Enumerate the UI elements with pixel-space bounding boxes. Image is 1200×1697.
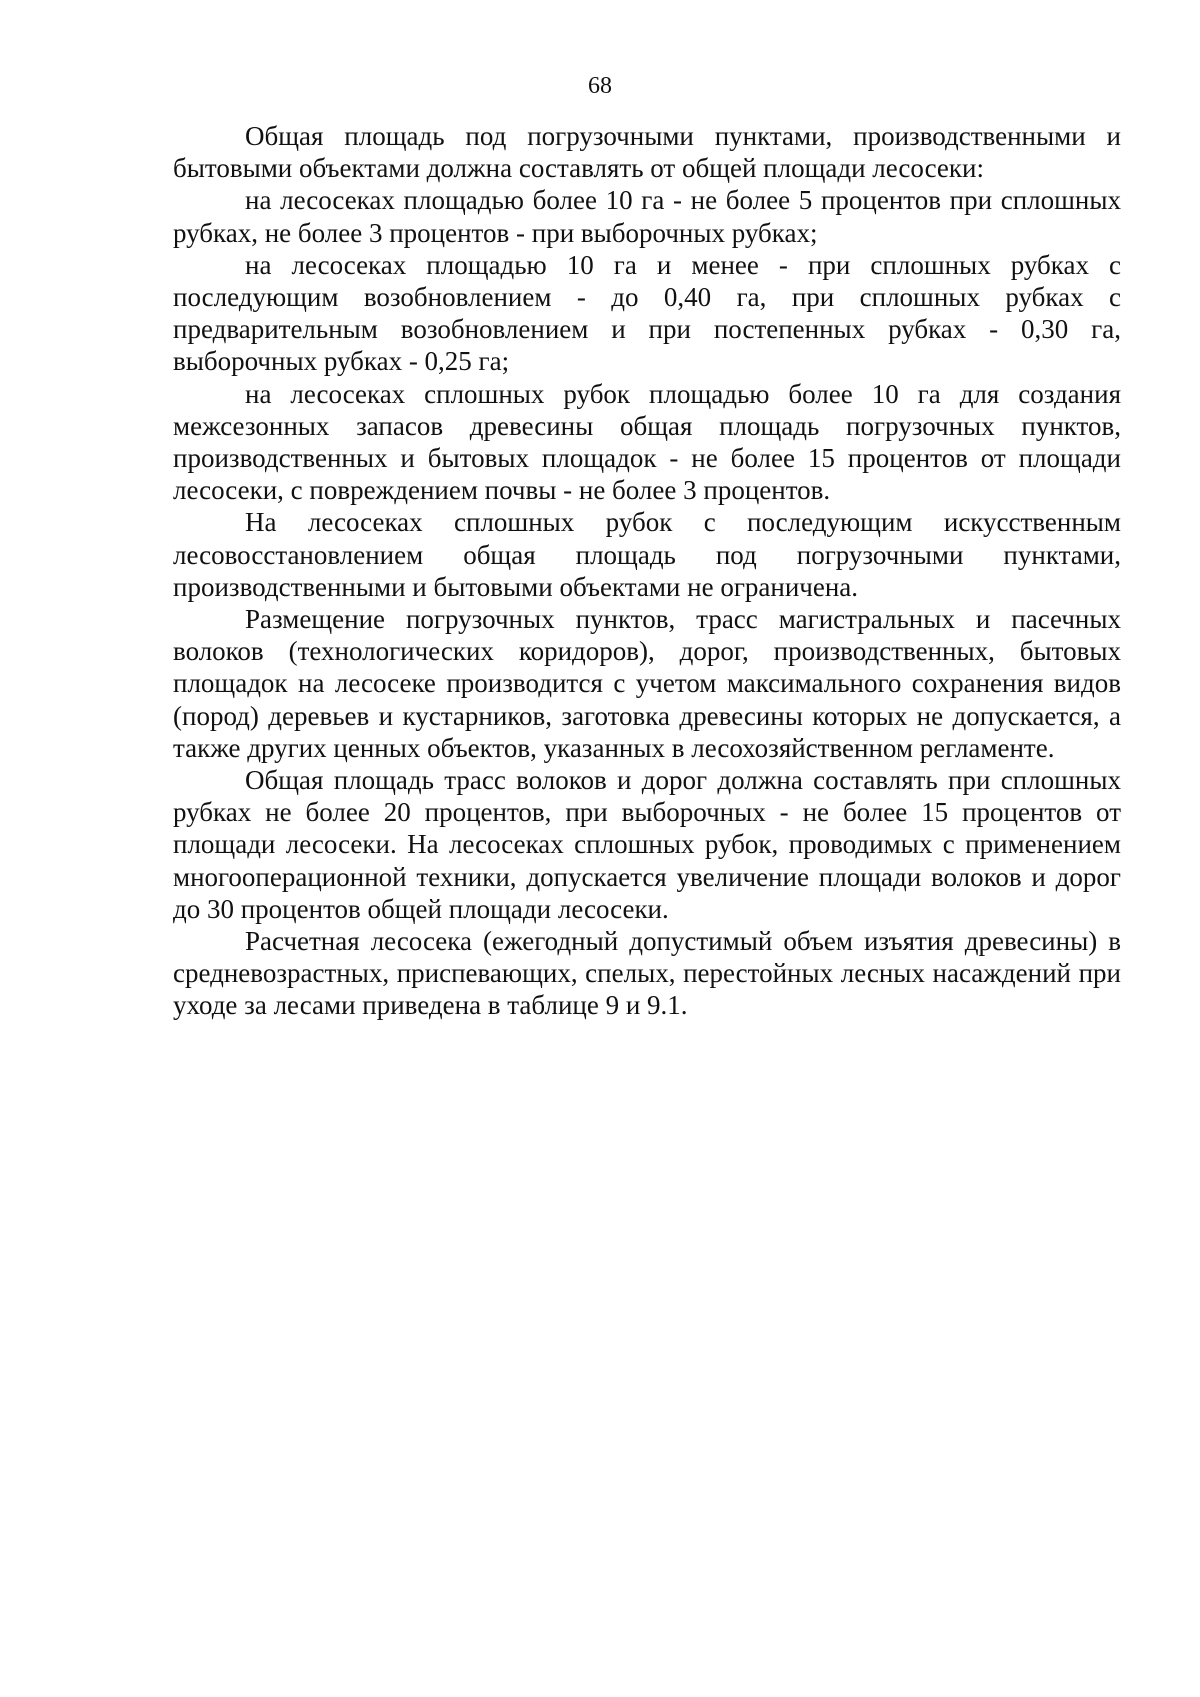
paragraph-offseason-reserves: на лесосеках сплошных рубок площадью более 10 га для создания межсезонных запасов древесины общая площадь погрузочных пунктов, производственных и бытовых площадок - не более 15 процентов от площади лесосеки, с повреждением почвы - не более 3 процентов.	[173, 378, 1121, 506]
document-body	[173, 120, 1121, 1022]
paragraph-skid-trails-roads: Общая площадь трасс волоков и дорог должна составлять при сплошных рубках не более 20 процентов, при выборочных - не более 15 процентов от площади лесосеки. На лесосеках сплошных рубок, проводимых с применением многооперационной техники, допускается увеличение площади волоков и дорог до 30 процентов общей площади лесосеки.	[173, 765, 1121, 924]
paragraph-artificial-reforestation: На лесосеках сплошных рубок с последующим искусственным лесовосстановлением общая площадь под погрузочными пунктами, производственными и бытовыми объектами не ограничена.	[173, 507, 1121, 602]
paragraph-area-over-10-ha: на лесосеках площадью более 10 га - не более 5 процентов при сплошных рубках, не более 3 процентов - при выборочных рубках;	[173, 185, 1121, 248]
paragraph-allowable-cut: Расчетная лесосека (ежегодный допустимый объем изъятия древесины) в средневозрастных, приспевающих, спелых, перестойных лесных насаждений при уходе за лесами приведена в таблице 9 и 9.1.	[173, 926, 1121, 1021]
page-number: 68	[588, 73, 612, 99]
paragraph-placement-rules: Размещение погрузочных пунктов, трасс магистральных и пасечных волоков (технологических коридоров), дорог, производственных, бытовых площадок на лесосеке производится с учетом максимального сохранения видов (пород) деревьев и кустарников, заготовка древесины которых не допускается, а также других ценных объектов, указанных в лесохозяйственном регламенте.	[173, 604, 1121, 763]
paragraph-total-area: Общая площадь под погрузочными пунктами, производственными и бытовыми объектами должна составлять от общей площади лесосеки:	[173, 121, 1121, 184]
paragraph-area-10-ha-or-less: на лесосеках площадью 10 га и менее - при сплошных рубках с последующим возобновлением - до 0,40 га, при сплошных рубках с предварительным возобновлением и при постепенных рубках - 0,30 га, выборочных рубках - 0,25 га;	[173, 249, 1121, 377]
